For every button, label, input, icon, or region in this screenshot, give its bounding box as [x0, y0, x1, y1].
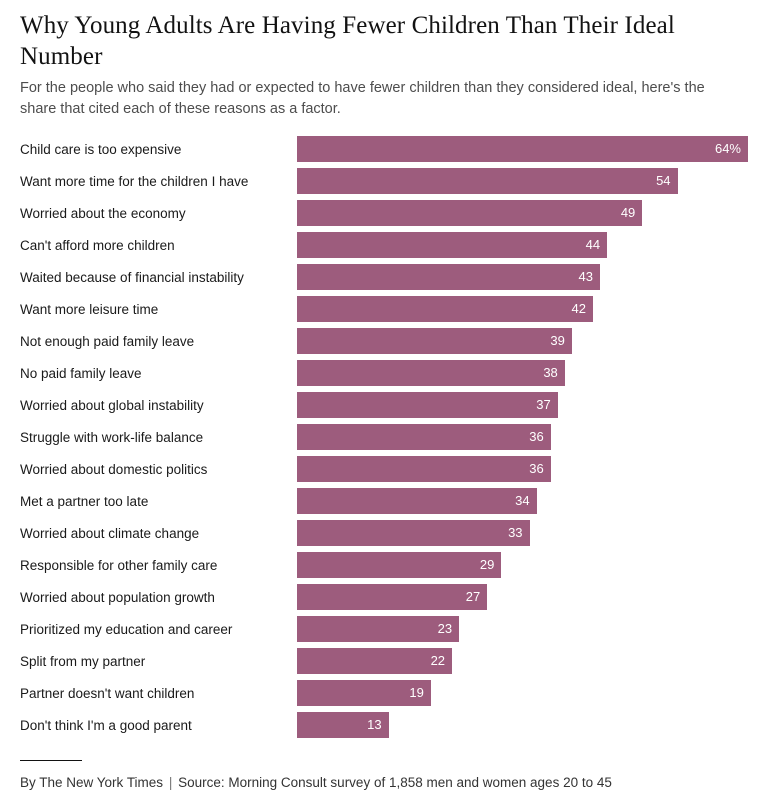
bar-category-label: Not enough paid family leave	[20, 333, 195, 349]
bar-track	[297, 488, 748, 514]
bar-value-label: 36	[529, 461, 544, 476]
bar-value-label: 37	[536, 397, 551, 412]
footer-credit: By The New York Times	[20, 775, 164, 790]
bar-category-label: Met a partner too late	[20, 493, 149, 509]
bar-category-label: Don't think I'm a good parent	[20, 717, 192, 733]
bar-track	[297, 360, 748, 386]
bar-row	[20, 424, 748, 450]
bar-row	[20, 360, 748, 386]
bar-value-label: 34	[515, 493, 530, 508]
bar-row	[20, 136, 748, 162]
bar-value-label: 29	[479, 557, 495, 572]
bar-row	[20, 456, 748, 482]
bar-track	[297, 552, 748, 578]
bar-row	[20, 616, 748, 642]
bar-track	[297, 616, 748, 642]
bar-chart-plot	[20, 136, 748, 738]
bar-track	[297, 584, 748, 610]
bar-value-label: 42	[571, 301, 586, 316]
bar-row	[20, 296, 748, 322]
bar-value-label: 39	[550, 333, 565, 348]
footer-source: Source: Morning Consult survey of 1,858 men and women ages 20 to 45	[178, 775, 612, 790]
bar-track	[297, 520, 748, 546]
bar-category-label: No paid family leave	[20, 365, 142, 381]
footer-separator: |	[168, 775, 173, 790]
bar-category-label: Struggle with work-life balance	[20, 429, 204, 445]
bar-track	[297, 264, 748, 290]
bar-category-label: Prioritized my education and career	[20, 621, 233, 637]
bar-value-label: 23	[437, 621, 453, 636]
bar-track	[297, 136, 748, 162]
footer-divider	[20, 760, 82, 761]
bar-category-label: Worried about global instability	[20, 397, 204, 413]
bar-category-label: Worried about the economy	[20, 205, 186, 221]
page-title: Why Young Adults Are Having Fewer Children Than Their Ideal Number	[20, 12, 675, 70]
bar-category-label: Want more leisure time	[20, 301, 159, 317]
bar-row	[20, 232, 748, 258]
bar-value-label: 13	[367, 717, 382, 732]
bar-category-label: Split from my partner	[20, 653, 146, 669]
bar-category-label: Can't afford more children	[20, 237, 175, 253]
bar-value-label: 54	[656, 173, 671, 188]
bar-value-label: 36	[529, 429, 544, 444]
bar-row	[20, 680, 748, 706]
bar-row	[20, 392, 748, 418]
bar-category-label: Partner doesn't want children	[20, 685, 195, 701]
bar-value-label: 19	[409, 685, 424, 700]
bar-category-label: Responsible for other family care	[20, 557, 218, 573]
bar-track	[297, 648, 748, 674]
bar-category-label: Worried about population growth	[20, 589, 215, 605]
bar-track	[297, 232, 748, 258]
bar-category-label: Waited because of financial instability	[20, 269, 244, 285]
bar-value-label: 27	[465, 589, 481, 604]
bar-category-label: Worried about climate change	[20, 525, 200, 541]
bar-category-label: Child care is too expensive	[20, 141, 182, 157]
bar-track	[297, 424, 748, 450]
bar-value-label: 49	[620, 205, 636, 220]
bar-row	[20, 520, 748, 546]
chart-subtitle: For the people who said they had or expected to have fewer children than they considered ideal, here's the share that cited each of these reasons as a factor.	[20, 80, 705, 117]
bar-row	[20, 168, 748, 194]
bar-track	[297, 168, 748, 194]
bar-row	[20, 488, 748, 514]
bar-row	[20, 552, 748, 578]
bar-value-label: 33	[508, 525, 523, 540]
bar-value-label: 44	[585, 237, 601, 252]
bar-value-label: 22	[430, 653, 446, 668]
bar-track	[297, 200, 748, 226]
bar-track	[297, 712, 748, 738]
bar-row	[20, 328, 748, 354]
bar-track	[297, 680, 748, 706]
chart-footer	[20, 773, 748, 792]
bar-track	[297, 392, 748, 418]
bar-row	[20, 712, 748, 738]
bar-track	[297, 328, 748, 354]
bar-track	[297, 456, 748, 482]
bar-row	[20, 264, 748, 290]
bar-row	[20, 584, 748, 610]
bar-category-label: Worried about domestic politics	[20, 461, 208, 477]
bar-row	[20, 648, 748, 674]
bar-track	[297, 296, 748, 322]
bar-value-label: 38	[543, 365, 558, 380]
bar-value-label: 64%	[714, 141, 741, 156]
bar-value-label: 43	[578, 269, 594, 284]
bar-row	[20, 200, 748, 226]
bar-category-label: Want more time for the children I have	[20, 173, 249, 189]
